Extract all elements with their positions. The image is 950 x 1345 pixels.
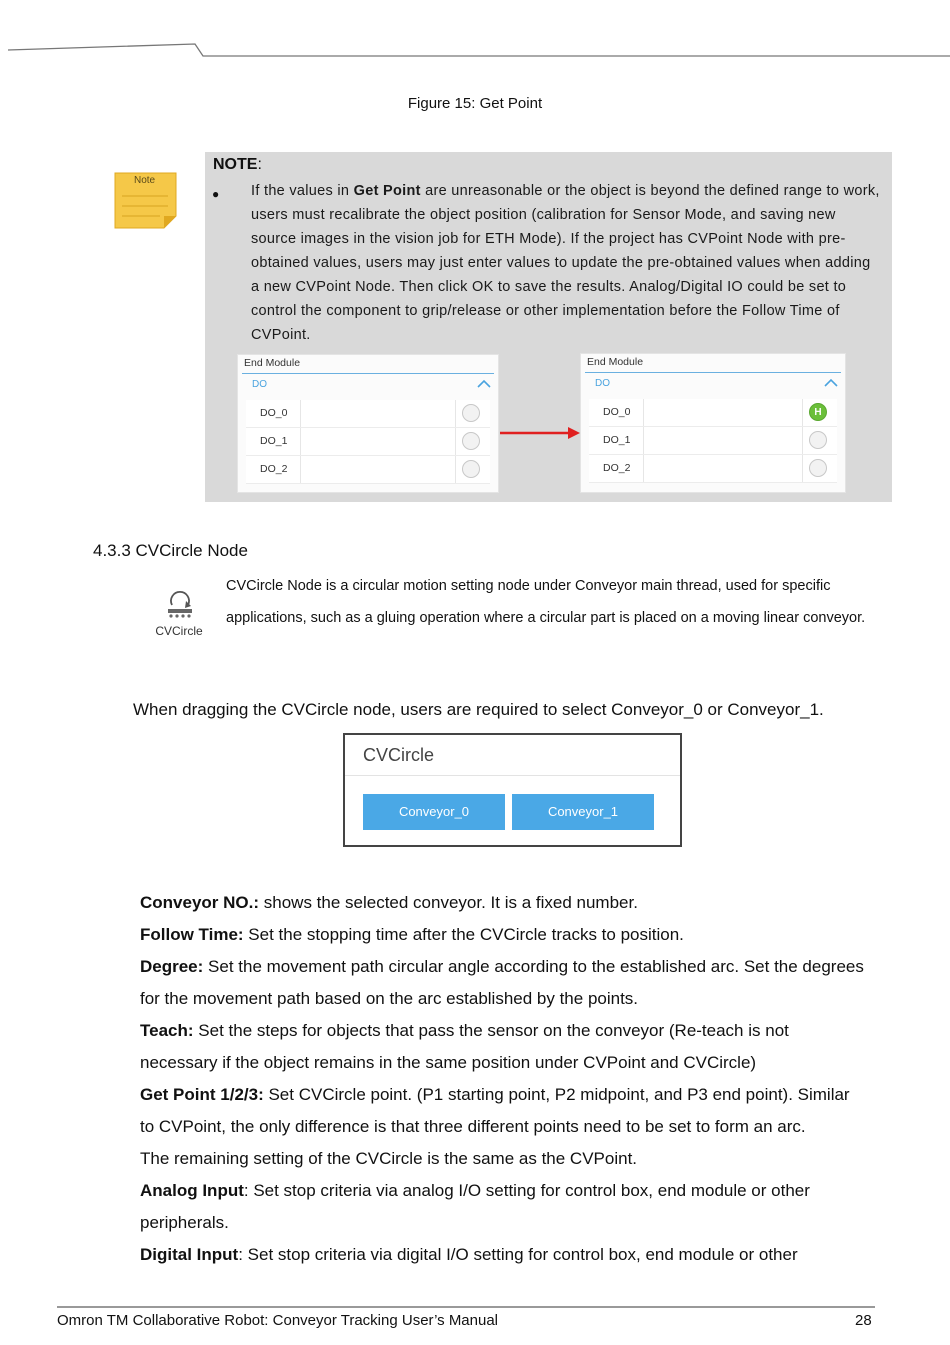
param-analog-input: Analog Input: Set stop criteria via analog I/O setting for control box, end module or other (140, 1181, 810, 1200)
end-module-panel-after (580, 353, 846, 493)
param-conveyor-no: Conveyor NO.: shows the selected conveyor. It is a fixed number. (140, 893, 638, 912)
panel-title: End Module (587, 356, 644, 368)
cvcircle-icon-label: CVCircle (155, 624, 203, 638)
do-toggle[interactable] (462, 432, 480, 450)
do-row (589, 455, 837, 483)
footer-divider (57, 1306, 875, 1308)
chevron-up-icon[interactable] (823, 376, 839, 388)
section-heading: 4.3.3 CVCircle Node (93, 541, 248, 560)
do-label: DO_1 (260, 435, 288, 447)
do-toggle[interactable] (809, 431, 827, 449)
param-get-point: Get Point 1/2/3: Set CVCircle point. (P1 starting point, P2 midpoint, and P3 end point). Similar (140, 1085, 850, 1104)
param-analog-input-cont: peripherals. (140, 1213, 229, 1232)
drag-instruction: When dragging the CVCircle node, users are required to select Conveyor_0 or Conveyor_1. (133, 700, 824, 719)
param-remaining: The remaining setting of the CVCircle is the same as the CVPoint. (140, 1149, 638, 1168)
panel-title: End Module (244, 357, 301, 369)
do-label: DO_2 (260, 463, 288, 475)
do-label: DO_0 (260, 407, 288, 419)
note-icon (112, 170, 180, 230)
do-label: DO_0 (603, 406, 631, 418)
header-decoration (8, 0, 950, 60)
conveyor-1-button[interactable]: Conveyor_1 (512, 794, 654, 830)
do-label: DO_1 (603, 434, 631, 446)
param-follow-time: Follow Time: Set the stopping time after the CVCircle tracks to position. (140, 925, 684, 944)
conveyor-0-button[interactable]: Conveyor_0 (363, 794, 505, 830)
dialog-title: CVCircle (363, 745, 435, 765)
end-module-panel-before (237, 354, 499, 493)
do-row (246, 400, 490, 428)
dialog-divider (345, 775, 680, 776)
param-get-point-cont: to CVPoint, the only difference is that three different points need to be set to form an arc. (140, 1117, 806, 1136)
note-icon-label: Note (134, 175, 156, 186)
param-teach-cont: necessary if the object remains in the same position under CVPoint and CVCircle) (140, 1053, 757, 1072)
note-text: If the values in Get Point are unreasonable or the object is beyond the defined range to work, users must recalibrate the object position (calibration for Sensor Mode, and saving new source images in the vision job for ETH Mode). If the project has CVPoint Node with pre-obtained values, users may just enter values to update the pre-obtained values when adding a new CVPoint Node. Then click OK to save the results. Analog/Digital IO could be set to control the component to grip/release or other implementation before the Follow Time of CVPoint. (251, 183, 880, 343)
do-toggle[interactable]: H (809, 403, 827, 421)
do-toggle[interactable] (809, 459, 827, 477)
tab-do[interactable]: DO (252, 379, 267, 390)
section-body: CVCircle Node is a circular motion setting node under Conveyor main thread, used for specific applications, such as a gluing operation where a circular part is placed on a moving linear conveyor. (226, 578, 866, 626)
tab-underline (585, 372, 841, 373)
do-label: DO_2 (603, 462, 631, 474)
page-number: 28 (855, 1312, 872, 1329)
do-row (589, 427, 837, 455)
param-degree: Degree: Set the movement path circular angle according to the established arc. Set the degrees (140, 957, 864, 976)
parameter-list (140, 887, 900, 1271)
do-row (589, 399, 837, 427)
note-title: NOTE: (213, 156, 262, 173)
param-teach: Teach: Set the steps for objects that pass the sensor on the conveyor (Re-teach is not (140, 1021, 789, 1040)
do-row (246, 428, 490, 456)
chevron-up-icon[interactable] (476, 377, 492, 389)
figure-caption: Figure 15: Get Point (407, 95, 543, 112)
tab-do[interactable]: DO (595, 378, 610, 389)
arrow-right-icon (498, 423, 582, 443)
param-degree-cont: for the movement path based on the arc established by the points. (140, 989, 639, 1008)
note-bullet: ● (212, 187, 220, 201)
tab-underline (242, 373, 494, 374)
cvcircle-dialog (343, 733, 682, 847)
do-toggle[interactable] (462, 460, 480, 478)
do-toggle[interactable] (462, 404, 480, 422)
do-row (246, 456, 490, 484)
param-digital-input: Digital Input: Set stop criteria via digital I/O setting for control box, end module or other (140, 1245, 798, 1264)
footer-title: Omron TM Collaborative Robot: Conveyor Tracking User’s Manual (57, 1312, 499, 1329)
